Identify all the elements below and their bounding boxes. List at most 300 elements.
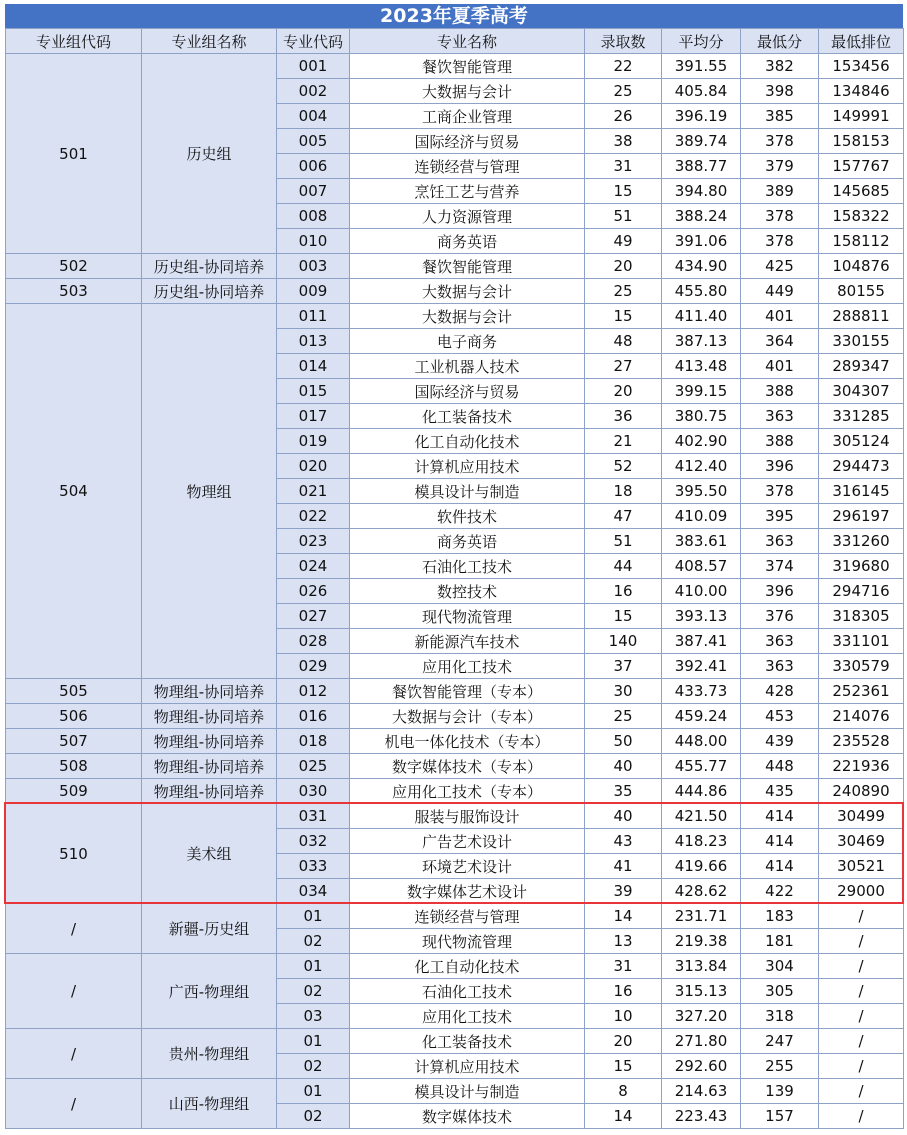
min-rank-cell: 158322 [819,204,904,229]
min-rank-cell: 252361 [819,679,904,704]
major-code-cell: 030 [277,779,350,804]
major-name-cell: 应用化工技术 [350,1004,585,1029]
group-name-cell: 物理组-协同培养 [142,754,277,779]
major-name-cell: 现代物流管理 [350,604,585,629]
major-code-cell: 027 [277,604,350,629]
major-code-cell: 024 [277,554,350,579]
average-score-cell: 388.24 [662,204,741,229]
major-code-cell: 025 [277,754,350,779]
average-score-cell: 396.19 [662,104,741,129]
admitted-cell: 13 [585,929,662,954]
header-major-code: 专业代码 [277,29,350,54]
average-score-cell: 387.13 [662,329,741,354]
major-name-cell: 餐饮智能管理 [350,254,585,279]
admitted-cell: 14 [585,1104,662,1129]
admitted-cell: 50 [585,729,662,754]
major-code-cell: 028 [277,629,350,654]
min-score-cell: 363 [741,529,819,554]
min-rank-cell: / [819,904,904,929]
major-code-cell: 016 [277,704,350,729]
table-row [6,304,904,329]
average-score-cell: 313.84 [662,954,741,979]
admitted-cell: 51 [585,529,662,554]
average-score-cell: 410.09 [662,504,741,529]
min-score-cell: 396 [741,579,819,604]
table-row [6,704,904,729]
min-score-cell: 398 [741,79,819,104]
min-score-cell: 428 [741,679,819,704]
major-name-cell: 应用化工技术 [350,654,585,679]
admitted-cell: 47 [585,504,662,529]
major-code-cell: 019 [277,429,350,454]
average-score-cell: 418.23 [662,829,741,854]
major-name-cell: 化工装备技术 [350,404,585,429]
min-score-cell: 401 [741,354,819,379]
admitted-cell: 36 [585,404,662,429]
min-score-cell: 378 [741,229,819,254]
min-score-cell: 414 [741,804,819,829]
header-group-name: 专业组名称 [142,29,277,54]
min-rank-cell: 331285 [819,404,904,429]
min-score-cell: 422 [741,879,819,904]
group-code-cell: 503 [6,279,142,304]
min-rank-cell: 157767 [819,154,904,179]
table-row [6,804,904,829]
min-rank-cell: 305124 [819,429,904,454]
major-name-cell: 新能源汽车技术 [350,629,585,654]
admitted-cell: 26 [585,104,662,129]
major-code-cell: 003 [277,254,350,279]
admitted-cell: 27 [585,354,662,379]
group-name-cell: 物理组-协同培养 [142,779,277,804]
major-name-cell: 现代物流管理 [350,929,585,954]
major-name-cell: 餐饮智能管理（专本） [350,679,585,704]
average-score-cell: 388.77 [662,154,741,179]
major-code-cell: 023 [277,529,350,554]
major-code-cell: 008 [277,204,350,229]
major-name-cell: 人力资源管理 [350,204,585,229]
major-code-cell: 002 [277,79,350,104]
average-score-cell: 395.50 [662,479,741,504]
major-code-cell: 032 [277,829,350,854]
min-score-cell: 382 [741,54,819,79]
average-score-cell: 389.74 [662,129,741,154]
major-name-cell: 广告艺术设计 [350,829,585,854]
admitted-cell: 39 [585,879,662,904]
major-code-cell: 02 [277,929,350,954]
min-rank-cell: 330155 [819,329,904,354]
average-score-cell: 408.57 [662,554,741,579]
major-name-cell: 国际经济与贸易 [350,379,585,404]
group-name-cell: 物理组-协同培养 [142,679,277,704]
average-score-cell: 434.90 [662,254,741,279]
admitted-cell: 15 [585,604,662,629]
min-rank-cell: 149991 [819,104,904,129]
admitted-cell: 20 [585,254,662,279]
group-code-cell: 506 [6,704,142,729]
average-score-cell: 419.66 [662,854,741,879]
major-code-cell: 015 [277,379,350,404]
average-score-cell: 433.73 [662,679,741,704]
min-rank-cell: 289347 [819,354,904,379]
table-row [6,729,904,754]
major-code-cell: 021 [277,479,350,504]
min-score-cell: 139 [741,1079,819,1104]
major-name-cell: 大数据与会计（专本） [350,704,585,729]
major-name-cell: 软件技术 [350,504,585,529]
major-code-cell: 006 [277,154,350,179]
average-score-cell: 421.50 [662,804,741,829]
header-admitted: 录取数 [585,29,662,54]
min-rank-cell: 296197 [819,504,904,529]
table-row [6,679,904,704]
table-body [6,54,904,1129]
major-code-cell: 02 [277,979,350,1004]
major-code-cell: 029 [277,654,350,679]
major-code-cell: 02 [277,1054,350,1079]
major-name-cell: 模具设计与制造 [350,1079,585,1104]
table-row [6,904,904,929]
min-rank-cell: 221936 [819,754,904,779]
major-code-cell: 013 [277,329,350,354]
min-rank-cell: / [819,954,904,979]
major-name-cell: 服装与服饰设计 [350,804,585,829]
average-score-cell: 392.41 [662,654,741,679]
average-score-cell: 412.40 [662,454,741,479]
admitted-cell: 18 [585,479,662,504]
min-rank-cell: 214076 [819,704,904,729]
table-row [6,779,904,804]
average-score-cell: 405.84 [662,79,741,104]
min-score-cell: 414 [741,829,819,854]
major-code-cell: 005 [277,129,350,154]
min-score-cell: 363 [741,404,819,429]
min-rank-cell: 240890 [819,779,904,804]
min-score-cell: 439 [741,729,819,754]
major-name-cell: 化工自动化技术 [350,429,585,454]
min-rank-cell: 30499 [819,804,904,829]
admitted-cell: 25 [585,704,662,729]
min-rank-cell: / [819,929,904,954]
group-code-cell: / [6,954,142,1029]
min-rank-cell: 331260 [819,529,904,554]
major-code-cell: 007 [277,179,350,204]
admitted-cell: 25 [585,279,662,304]
major-name-cell: 数字媒体技术（专本） [350,754,585,779]
major-code-cell: 026 [277,579,350,604]
min-score-cell: 376 [741,604,819,629]
min-score-cell: 453 [741,704,819,729]
admitted-cell: 38 [585,129,662,154]
admitted-cell: 43 [585,829,662,854]
admitted-cell: 41 [585,854,662,879]
min-score-cell: 157 [741,1104,819,1129]
min-rank-cell: 288811 [819,304,904,329]
min-score-cell: 305 [741,979,819,1004]
admitted-cell: 31 [585,154,662,179]
min-score-cell: 401 [741,304,819,329]
min-score-cell: 364 [741,329,819,354]
average-score-cell: 410.00 [662,579,741,604]
group-name-cell: 山西-物理组 [142,1079,277,1129]
min-rank-cell: 331101 [819,629,904,654]
average-score-cell: 231.71 [662,904,741,929]
group-name-cell: 广西-物理组 [142,954,277,1029]
average-score-cell: 402.90 [662,429,741,454]
admitted-cell: 15 [585,304,662,329]
admitted-cell: 20 [585,1029,662,1054]
min-score-cell: 435 [741,779,819,804]
average-score-cell: 327.20 [662,1004,741,1029]
major-code-cell: 033 [277,854,350,879]
header-min-rank: 最低排位 [819,29,904,54]
major-code-cell: 03 [277,1004,350,1029]
major-code-cell: 009 [277,279,350,304]
group-code-cell: 510 [6,804,142,904]
average-score-cell: 214.63 [662,1079,741,1104]
admitted-cell: 40 [585,804,662,829]
min-score-cell: 388 [741,379,819,404]
major-code-cell: 01 [277,904,350,929]
major-code-cell: 012 [277,679,350,704]
table-row [6,1029,904,1054]
average-score-cell: 394.80 [662,179,741,204]
major-code-cell: 014 [277,354,350,379]
min-rank-cell: 294716 [819,579,904,604]
major-name-cell: 模具设计与制造 [350,479,585,504]
admitted-cell: 8 [585,1079,662,1104]
min-rank-cell: / [819,1029,904,1054]
min-score-cell: 318 [741,1004,819,1029]
major-code-cell: 011 [277,304,350,329]
major-code-cell: 01 [277,954,350,979]
group-code-cell: 505 [6,679,142,704]
major-name-cell: 石油化工技术 [350,979,585,1004]
group-code-cell: 501 [6,54,142,254]
min-score-cell: 395 [741,504,819,529]
major-name-cell: 电子商务 [350,329,585,354]
min-rank-cell: 316145 [819,479,904,504]
min-score-cell: 363 [741,654,819,679]
group-name-cell: 美术组 [142,804,277,904]
average-score-cell: 455.77 [662,754,741,779]
major-name-cell: 化工自动化技术 [350,954,585,979]
admitted-cell: 40 [585,754,662,779]
group-code-cell: 508 [6,754,142,779]
min-score-cell: 374 [741,554,819,579]
group-code-cell: 504 [6,304,142,679]
major-name-cell: 应用化工技术（专本） [350,779,585,804]
admission-table [5,28,904,1129]
min-score-cell: 378 [741,479,819,504]
admitted-cell: 22 [585,54,662,79]
header-average-score: 平均分 [662,29,741,54]
table-row [6,254,904,279]
min-rank-cell: 134846 [819,79,904,104]
min-score-cell: 304 [741,954,819,979]
min-score-cell: 414 [741,854,819,879]
min-rank-cell: 30521 [819,854,904,879]
average-score-cell: 428.62 [662,879,741,904]
min-score-cell: 247 [741,1029,819,1054]
major-name-cell: 环境艺术设计 [350,854,585,879]
average-score-cell: 387.41 [662,629,741,654]
major-code-cell: 034 [277,879,350,904]
table-row [6,754,904,779]
min-rank-cell: 318305 [819,604,904,629]
min-rank-cell: 158153 [819,129,904,154]
admitted-cell: 16 [585,979,662,1004]
major-code-cell: 020 [277,454,350,479]
major-code-cell: 001 [277,54,350,79]
min-rank-cell: / [819,1104,904,1129]
major-name-cell: 国际经济与贸易 [350,129,585,154]
average-score-cell: 444.86 [662,779,741,804]
major-code-cell: 017 [277,404,350,429]
major-code-cell: 01 [277,1029,350,1054]
group-code-cell: 507 [6,729,142,754]
admitted-cell: 49 [585,229,662,254]
table-row [6,1079,904,1104]
admitted-cell: 20 [585,379,662,404]
min-score-cell: 388 [741,429,819,454]
admitted-cell: 21 [585,429,662,454]
group-code-cell: 502 [6,254,142,279]
average-score-cell: 315.13 [662,979,741,1004]
header-row [6,29,904,54]
min-rank-cell: 145685 [819,179,904,204]
major-code-cell: 018 [277,729,350,754]
min-rank-cell: 294473 [819,454,904,479]
min-rank-cell: 319680 [819,554,904,579]
major-code-cell: 031 [277,804,350,829]
major-name-cell: 数控技术 [350,579,585,604]
admitted-cell: 48 [585,329,662,354]
min-rank-cell: 104876 [819,254,904,279]
average-score-cell: 383.61 [662,529,741,554]
admitted-cell: 10 [585,1004,662,1029]
admitted-cell: 25 [585,79,662,104]
min-score-cell: 183 [741,904,819,929]
average-score-cell: 448.00 [662,729,741,754]
min-score-cell: 181 [741,929,819,954]
average-score-cell: 292.60 [662,1054,741,1079]
average-score-cell: 455.80 [662,279,741,304]
group-code-cell: / [6,1029,142,1079]
admitted-cell: 15 [585,179,662,204]
major-name-cell: 石油化工技术 [350,554,585,579]
header-group-code: 专业组代码 [6,29,142,54]
major-name-cell: 化工装备技术 [350,1029,585,1054]
average-score-cell: 459.24 [662,704,741,729]
major-name-cell: 计算机应用技术 [350,454,585,479]
min-score-cell: 396 [741,454,819,479]
min-rank-cell: / [819,979,904,1004]
major-name-cell: 连锁经营与管理 [350,904,585,929]
average-score-cell: 380.75 [662,404,741,429]
min-rank-cell: 304307 [819,379,904,404]
major-name-cell: 数字媒体技术 [350,1104,585,1129]
min-rank-cell: / [819,1079,904,1104]
major-code-cell: 004 [277,104,350,129]
major-name-cell: 餐饮智能管理 [350,54,585,79]
major-name-cell: 连锁经营与管理 [350,154,585,179]
admitted-cell: 15 [585,1054,662,1079]
min-rank-cell: / [819,1054,904,1079]
major-name-cell: 烹饪工艺与营养 [350,179,585,204]
major-code-cell: 01 [277,1079,350,1104]
table-row [6,954,904,979]
group-code-cell: 509 [6,779,142,804]
min-score-cell: 449 [741,279,819,304]
admitted-cell: 30 [585,679,662,704]
group-name-cell: 物理组-协同培养 [142,704,277,729]
min-score-cell: 378 [741,129,819,154]
header-major-name: 专业名称 [350,29,585,54]
major-code-cell: 02 [277,1104,350,1129]
average-score-cell: 411.40 [662,304,741,329]
admitted-cell: 14 [585,904,662,929]
group-name-cell: 物理组-协同培养 [142,729,277,754]
group-name-cell: 物理组 [142,304,277,679]
average-score-cell: 223.43 [662,1104,741,1129]
min-rank-cell: 235528 [819,729,904,754]
group-name-cell: 新疆-历史组 [142,904,277,954]
min-rank-cell: 330579 [819,654,904,679]
min-score-cell: 389 [741,179,819,204]
min-rank-cell: / [819,1004,904,1029]
major-code-cell: 010 [277,229,350,254]
admitted-cell: 44 [585,554,662,579]
min-score-cell: 363 [741,629,819,654]
major-name-cell: 大数据与会计 [350,304,585,329]
min-rank-cell: 153456 [819,54,904,79]
min-score-cell: 255 [741,1054,819,1079]
group-code-cell: / [6,904,142,954]
group-name-cell: 历史组 [142,54,277,254]
admitted-cell: 35 [585,779,662,804]
major-name-cell: 商务英语 [350,529,585,554]
average-score-cell: 393.13 [662,604,741,629]
admitted-cell: 16 [585,579,662,604]
group-name-cell: 历史组-协同培养 [142,254,277,279]
header-min-score: 最低分 [741,29,819,54]
average-score-cell: 219.38 [662,929,741,954]
min-rank-cell: 158112 [819,229,904,254]
group-name-cell: 历史组-协同培养 [142,279,277,304]
major-name-cell: 机电一体化技术（专本） [350,729,585,754]
admitted-cell: 51 [585,204,662,229]
average-score-cell: 399.15 [662,379,741,404]
major-name-cell: 工业机器人技术 [350,354,585,379]
average-score-cell: 391.06 [662,229,741,254]
average-score-cell: 271.80 [662,1029,741,1054]
average-score-cell: 413.48 [662,354,741,379]
major-name-cell: 数字媒体艺术设计 [350,879,585,904]
group-name-cell: 贵州-物理组 [142,1029,277,1079]
major-name-cell: 大数据与会计 [350,279,585,304]
major-name-cell: 工商企业管理 [350,104,585,129]
min-rank-cell: 29000 [819,879,904,904]
average-score-cell: 391.55 [662,54,741,79]
min-score-cell: 385 [741,104,819,129]
min-score-cell: 448 [741,754,819,779]
admitted-cell: 52 [585,454,662,479]
min-rank-cell: 80155 [819,279,904,304]
major-name-cell: 计算机应用技术 [350,1054,585,1079]
major-code-cell: 022 [277,504,350,529]
min-score-cell: 379 [741,154,819,179]
